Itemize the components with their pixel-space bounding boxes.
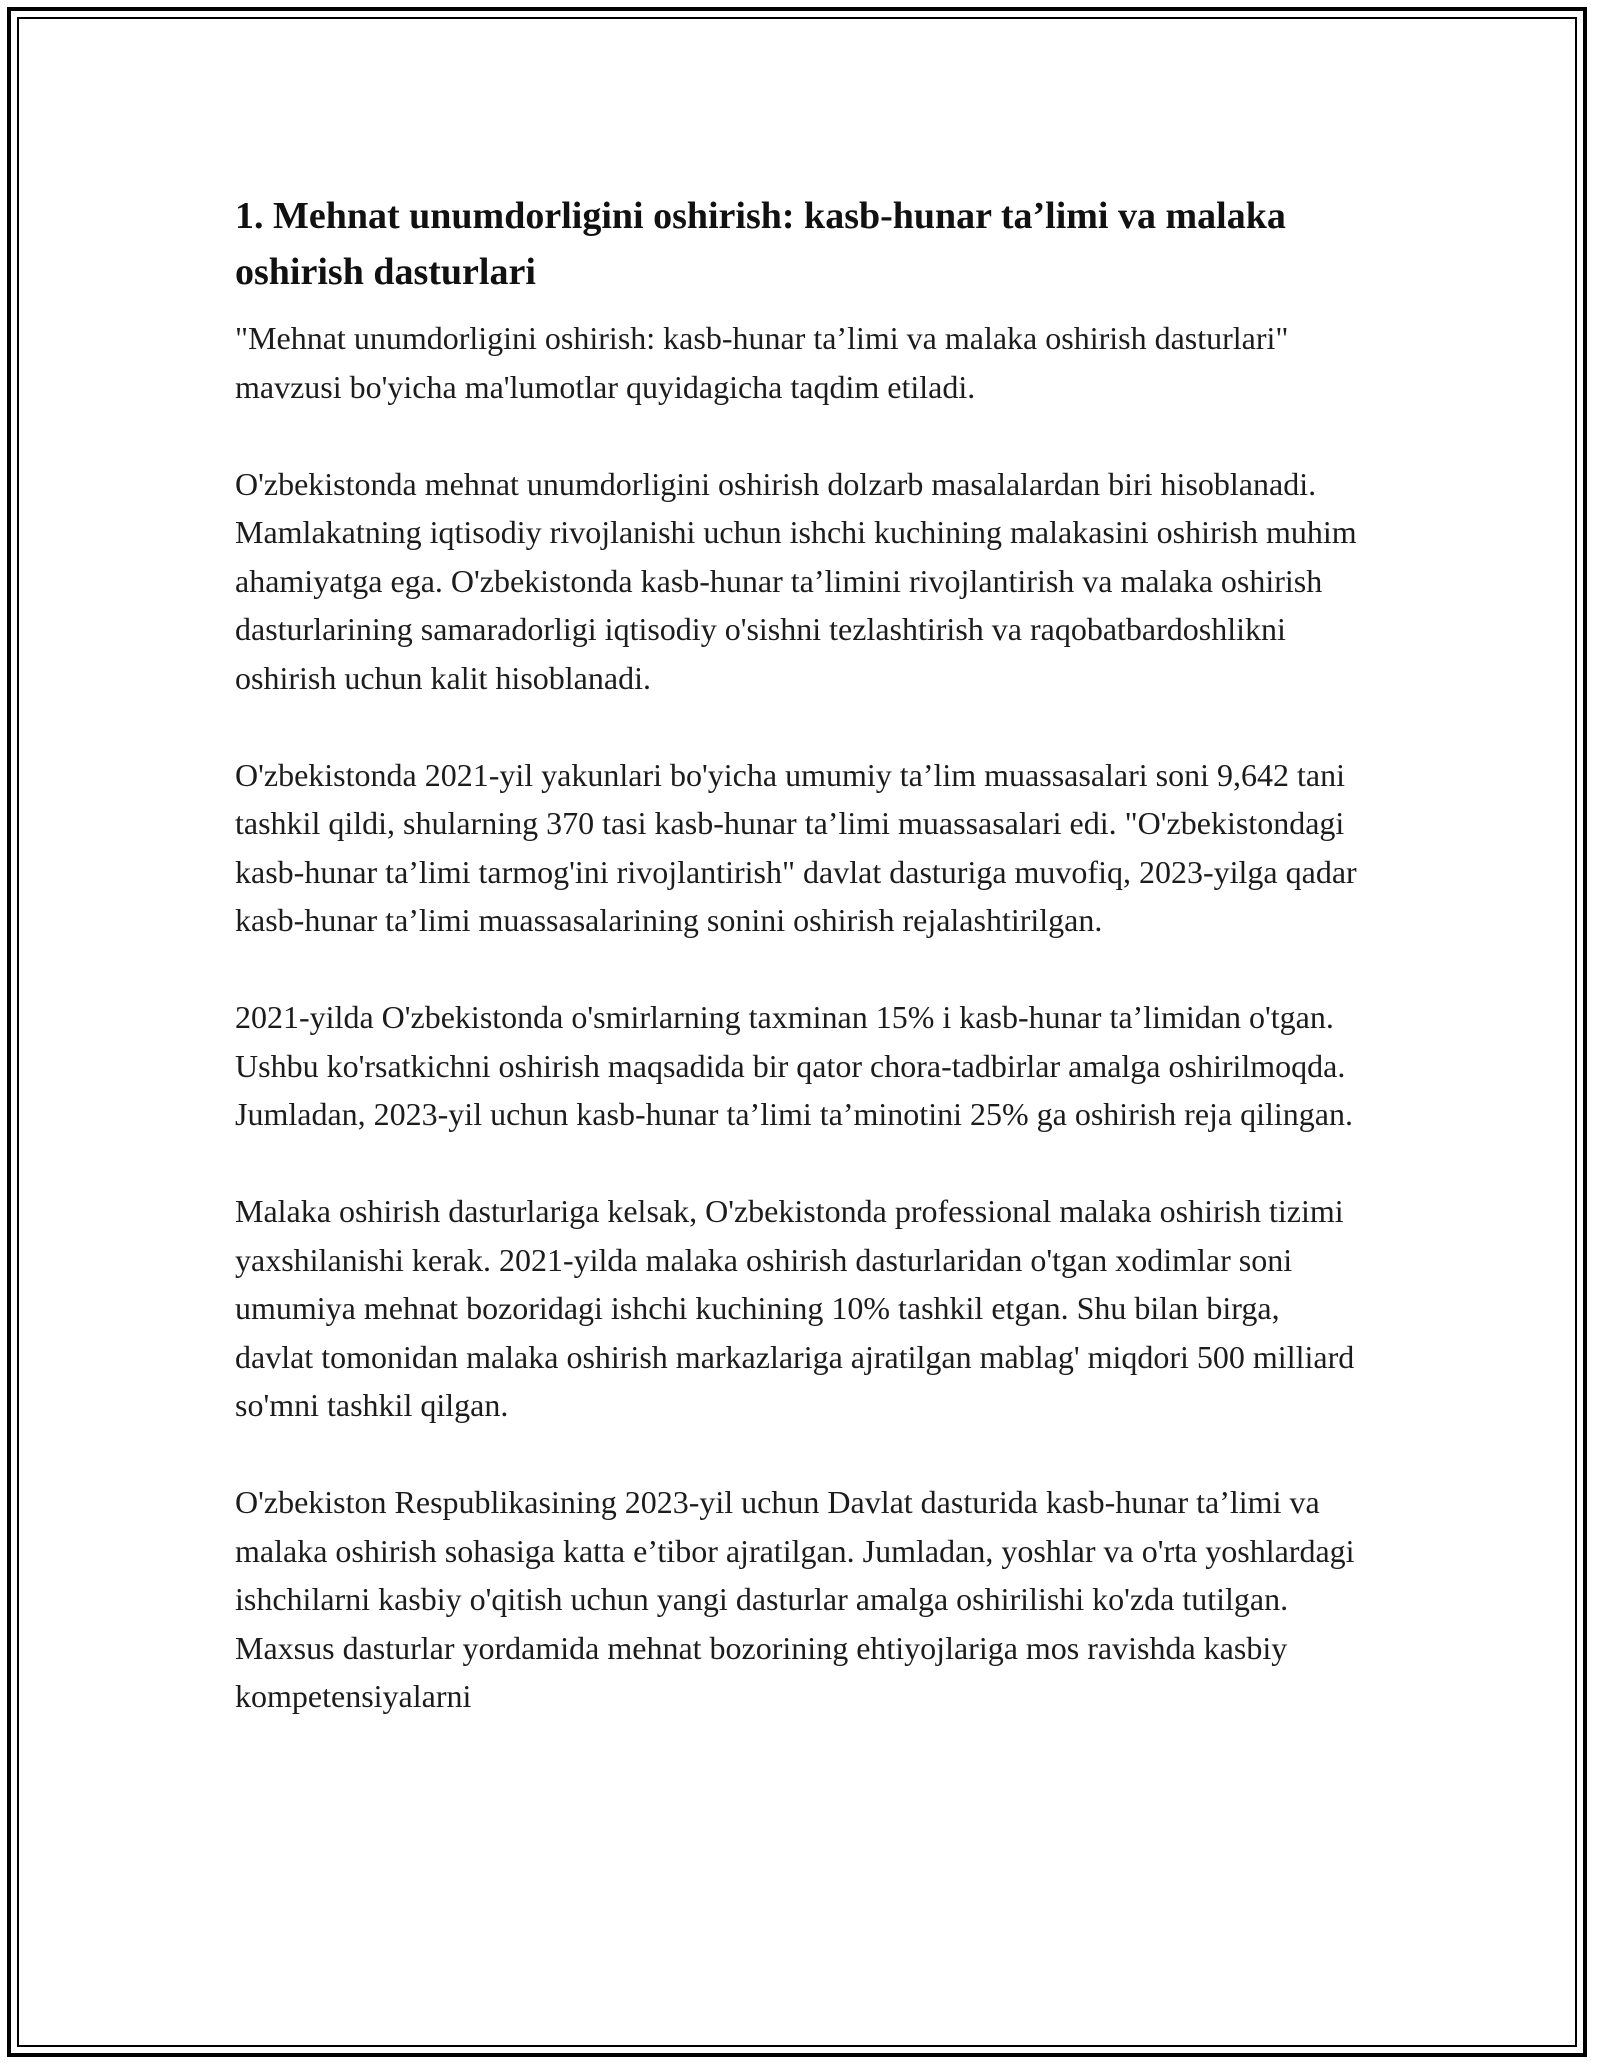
paragraph-youth-training: 2021-yilda O'zbekistonda o'smirlarning taxminan 15% i kasb-hunar ta’limidan o'tgan. Ushbu ko'rsatkichni oshirish maqsadida bir qator chora-tadbirlar amalga oshirilmoqda. Jumladan, 2023-yil uchun kasb-hunar ta’limi ta’minotini 25% ga oshirish reja qilingan. [235,999,1353,1132]
paragraph-productivity: O'zbekistonda mehnat unumdorligini oshirish dolzarb masalalardan biri hisoblanadi. Mamlakatning iqtisodiy rivojlanishi uchun ishchi kuchining malakasini oshirish muhim ahamiyatga ega. O'zbekistonda kasb-hunar ta’limini rivojlantirish va malaka oshirish dasturlarining samaradorligi iqtisodiy o'sishni tezlashtirish va raqobatbardoshlikni oshirish uchun kalit hisoblanadi. [235,465,1357,696]
paragraph-intro: "Mehnat unumdorligini oshirish: kasb-hunar ta’limi va malaka oshirish dasturlari" mavzusi bo'yicha ma'lumotlar quyidagicha taqdim etiladi. [235,320,1289,405]
section-heading: 1. Mehnat unumdorligini oshirish: kasb-hunar ta’limi va malaka oshirish dasturlari [235,195,1286,293]
paragraph-qualification: Malaka oshirish dasturlariga kelsak, O'zbekistonda professional malaka oshirish tizimi yaxshilanishi kerak. 2021-yilda malaka oshirish dasturlaridan o'tgan xodimlar soni umumiya mehnat bozoridagi ishchi kuchining 10% tashkil etgan. Shu bilan birga, davlat tomonidan malaka oshirish markazlariga ajratilgan mablag' miqdori 500 milliard so'mni tashkil qilgan. [235,1193,1355,1423]
paragraph-institutions: O'zbekistonda 2021-yil yakunlari bo'yicha umumiy ta’lim muassasalari soni 9,642 tani tashkil qildi, shularning 370 tasi kasb-hunar ta’limi muassasalari edi. "O'zbekistondagi kasb-hunar ta’limi tarmog'ini rivojlantirish" davlat dasturiga muvofiq, 2023-yilga qadar kasb-hunar ta’limi muassasalarining sonini oshirish rejalashtirilgan. [235,756,1357,938]
document-body [235,188,1365,1721]
paragraph-state-program: O'zbekiston Respublikasining 2023-yil uchun Davlat dasturida kasb-hunar ta’limi va malaka oshirish sohasiga katta e’tibor ajratilgan. Jumladan, yoshlar va o'rta yoshlardagi ishchilarni kasbiy o'qitish uchun yangi dasturlar amalga oshirilishi ko'zda tutilgan. Maxsus dasturlar yordamida mehnat bozorining ehtiyojlariga mos ravishda kasbiy kompetensiyalarni [235,1484,1355,1714]
